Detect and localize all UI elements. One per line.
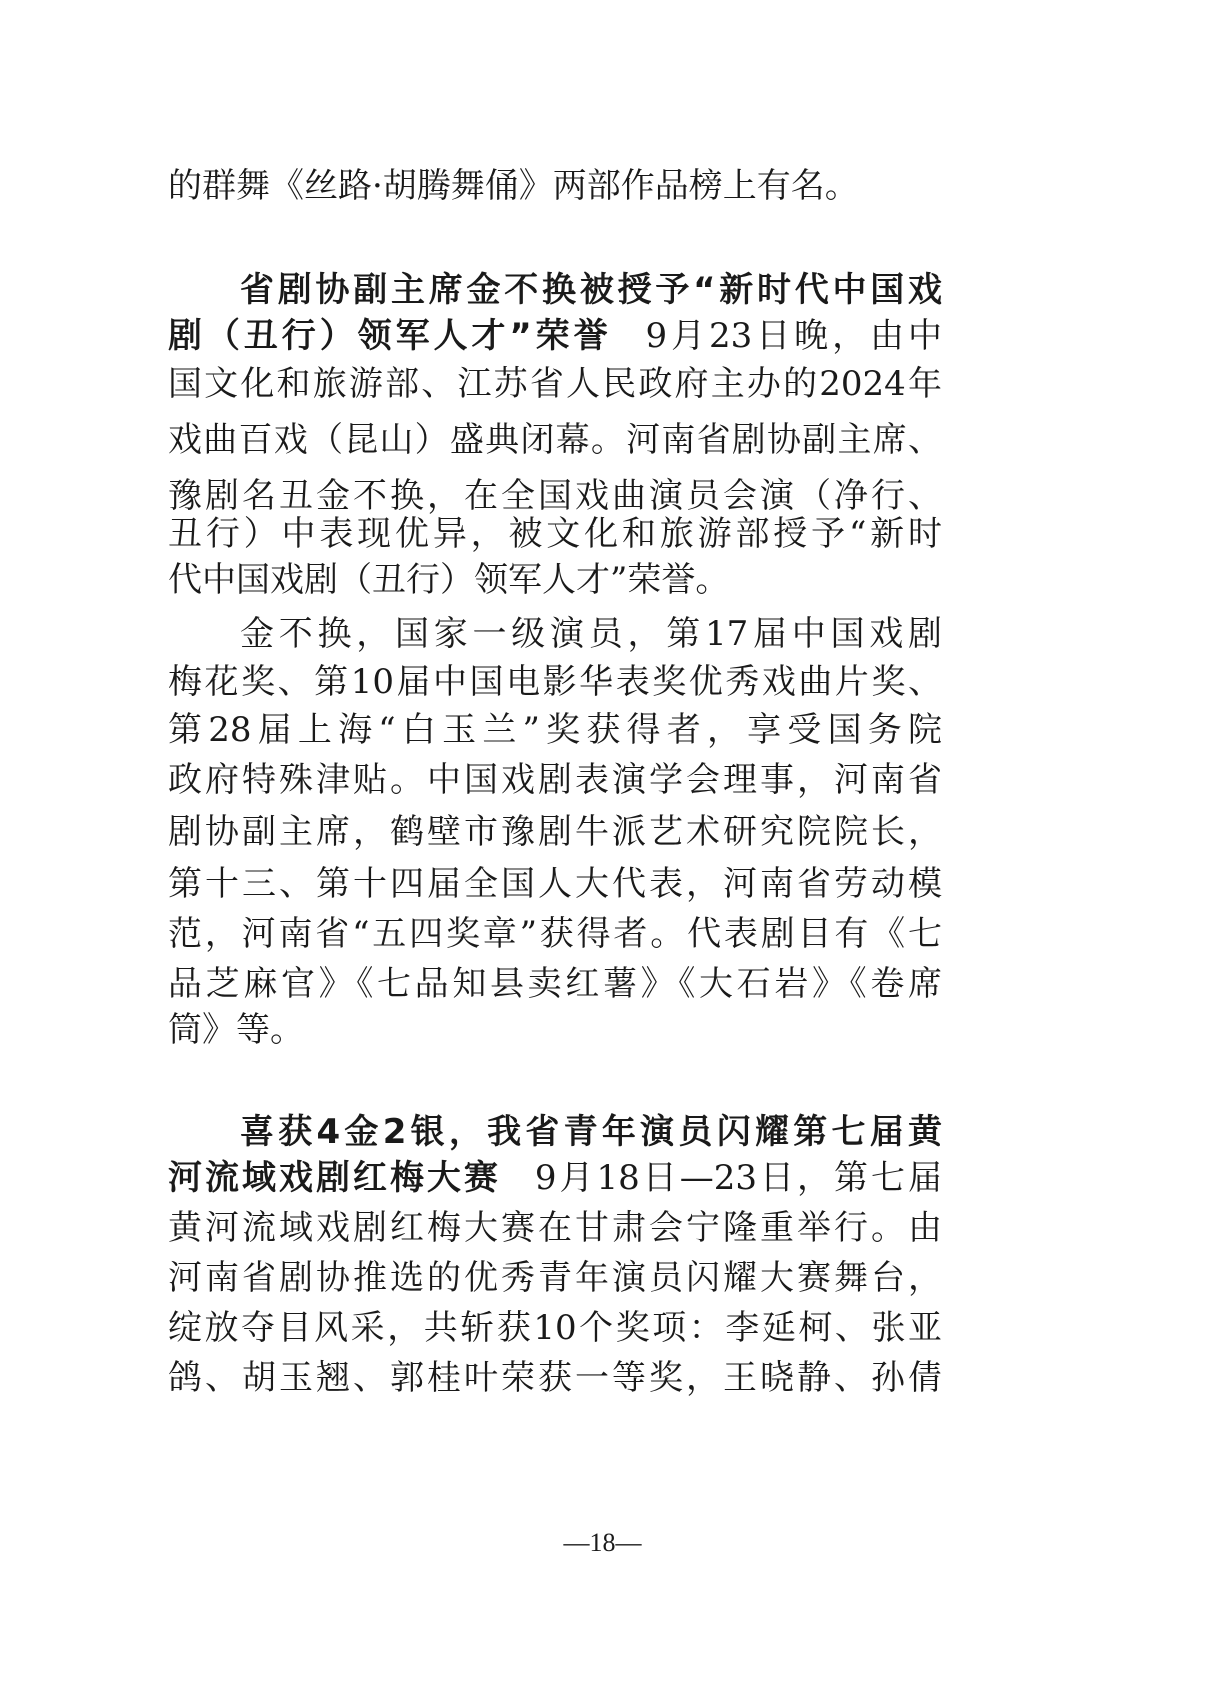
article-headline-cont: 剧（丑行）领军人才”荣誉 <box>168 316 612 356</box>
body-line: 豫剧名丑金不换，在全国戏曲演员会演（净行、 <box>168 476 942 516</box>
body-line: 代中国戏剧（丑行）领军人才”荣誉。 <box>168 560 730 600</box>
body-line: 国文化和旅游部、江苏省人民政府主办的2024年 <box>168 364 942 404</box>
body-line: 金不换，国家一级演员，第17届中国戏剧 <box>240 614 942 654</box>
article-headline: 喜获4金2银，我省青年演员闪耀第七届黄 <box>240 1112 942 1152</box>
body-line: 鸽、胡玉翘、郭桂叶荣获一等奖，王晓静、孙倩 <box>168 1358 942 1398</box>
body-line: 的群舞《丝路·胡腾舞俑》两部作品榜上有名。 <box>168 166 859 206</box>
body-text: 9月18日—23日，第七届 <box>534 1158 942 1198</box>
headline-body-line <box>168 1150 942 1206</box>
body-line: 剧协副主席，鹤壁市豫剧牛派艺术研究院院长， <box>168 812 942 852</box>
body-line: 丑行）中表现优异，被文化和旅游部授予“新时 <box>168 514 942 554</box>
article-headline-cont: 河流域戏剧红梅大赛 <box>168 1158 501 1198</box>
body-line: 范，河南省“五四奖章”获得者。代表剧目有《七 <box>168 914 942 954</box>
body-line: 政府特殊津贴。中国戏剧表演学会理事，河南省 <box>168 760 942 800</box>
body-line: 梅花奖、第10届中国电影华表奖优秀戏曲片奖、 <box>168 662 942 702</box>
body-text: 9月23日晚，由中 <box>645 316 942 356</box>
body-line: 河南省剧协推选的优秀青年演员闪耀大赛舞台， <box>168 1258 942 1298</box>
body-line: 筒》等。 <box>168 1010 304 1050</box>
article-headline: 省剧协副主席金不换被授予“新时代中国戏 <box>240 270 942 310</box>
body-line: 第十三、第十四届全国人大代表，河南省劳动模 <box>168 864 942 904</box>
body-line: 品芝麻官》《七品知县卖红薯》《大石岩》《卷席 <box>168 964 942 1004</box>
body-line: 戏曲百戏（昆山）盛典闭幕。河南省剧协副主席、 <box>168 420 942 460</box>
page-number: —18— <box>563 1528 642 1557</box>
body-line: 黄河流域戏剧红梅大赛在甘肃会宁隆重举行。由 <box>168 1208 942 1248</box>
body-line: 绽放夺目风采，共斩获10个奖项：李延柯、张亚 <box>168 1308 942 1348</box>
body-line: 第28届上海“白玉兰”奖获得者，享受国务院 <box>168 710 942 750</box>
